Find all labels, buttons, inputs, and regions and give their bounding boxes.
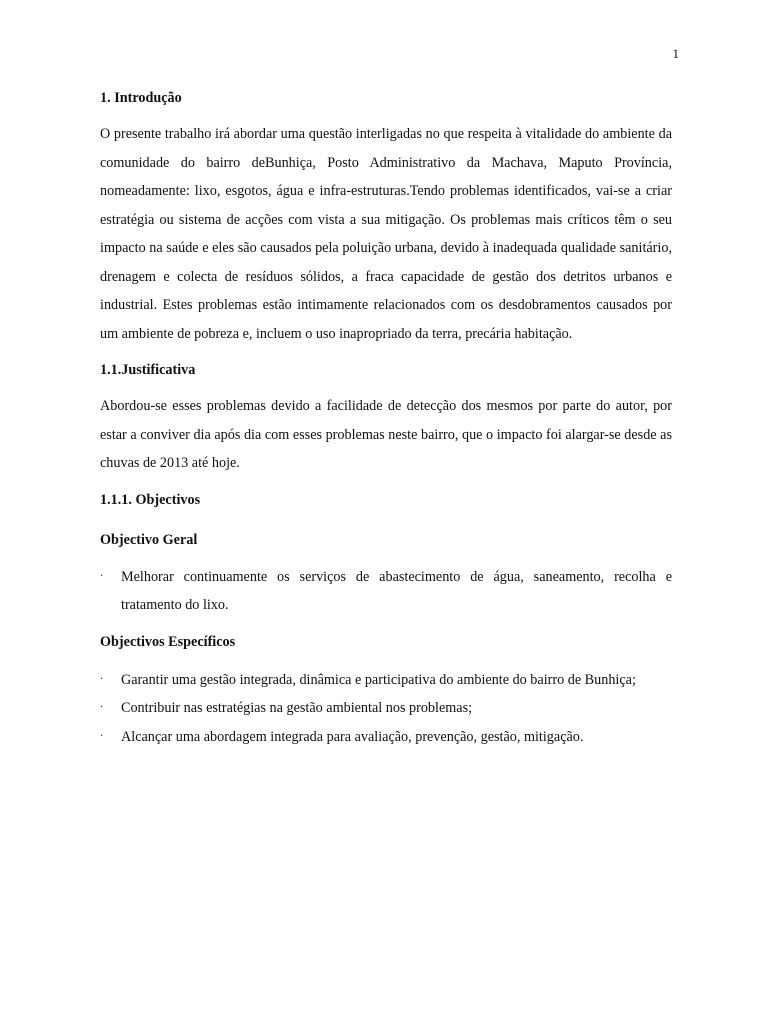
subheading-objectivos-especificos: Objectivos Específicos <box>100 633 236 650</box>
list-item <box>100 666 672 695</box>
list-item-text: Melhorar continuamente os serviços de abastecimento de água, saneamento, recolha e tratamento do lixo. <box>121 568 672 613</box>
list-item <box>100 723 672 752</box>
paragraph-introducao: O presente trabalho irá abordar uma questão interligadas no que respeita à vitalidade do ambiente da comunidade do bairro deBunhiça, Posto Administrativo da Machava, Maputo Província, nomeadamente: lixo, esgotos, água e infra-estruturas.Tendo problemas identificados, vai-se a criar estratégia ou sistema de acções com vista a sua mitigação. Os problemas mais críticos têm o seu impacto na saúde e eles são causados pela poluição urbana, devido à inadequada qualidade sanitário, drenagem e colecta de resíduos sólidos, a fraca capacidade de gestão dos detritos urbanos e industrial. Estes problemas estão intimamente relacionados com os desdobramentos causados por um ambiente de pobreza e, incluem o uso inapropriado da terra, precária habitação. <box>100 126 672 342</box>
subheading-objectivo-geral: Objectivo Geral <box>100 531 198 548</box>
bullet-icon: · <box>100 570 104 582</box>
section-heading-objectivos: 1.1.1. Objectivos <box>100 491 201 508</box>
paragraph-justificativa: Abordou-se esses problemas devido a facilidade de detecção dos mesmos por parte do autor, por estar a conviver dia após dia com esses problemas neste bairro, que o impacto foi alargar-se desde as chuvas de 2013 até hoje. <box>100 398 672 471</box>
list-item <box>100 563 672 620</box>
section-heading-introducao: 1. Introdução <box>100 90 182 106</box>
bullet-icon: · <box>100 673 104 685</box>
bullet-icon: · <box>100 730 104 742</box>
bullet-icon: · <box>100 702 104 713</box>
page-number: 1 <box>672 46 679 61</box>
list-item-text: Contribuir nas estratégias na gestão ambiental nos problemas; <box>121 700 473 716</box>
list-objectivos-especificos <box>100 666 672 752</box>
list-item <box>100 694 672 723</box>
list-item-text: Alcançar uma abordagem integrada para avaliação, prevenção, gestão, mitigação. <box>121 728 584 745</box>
document-body <box>100 88 672 751</box>
section-heading-justificativa: 1.1.Justificativa <box>100 362 196 378</box>
list-objectivo-geral <box>100 563 672 620</box>
list-item-text: Garantir uma gestão integrada, dinâmica e participativa do ambiente do bairro de Bunhiça; <box>121 671 636 688</box>
